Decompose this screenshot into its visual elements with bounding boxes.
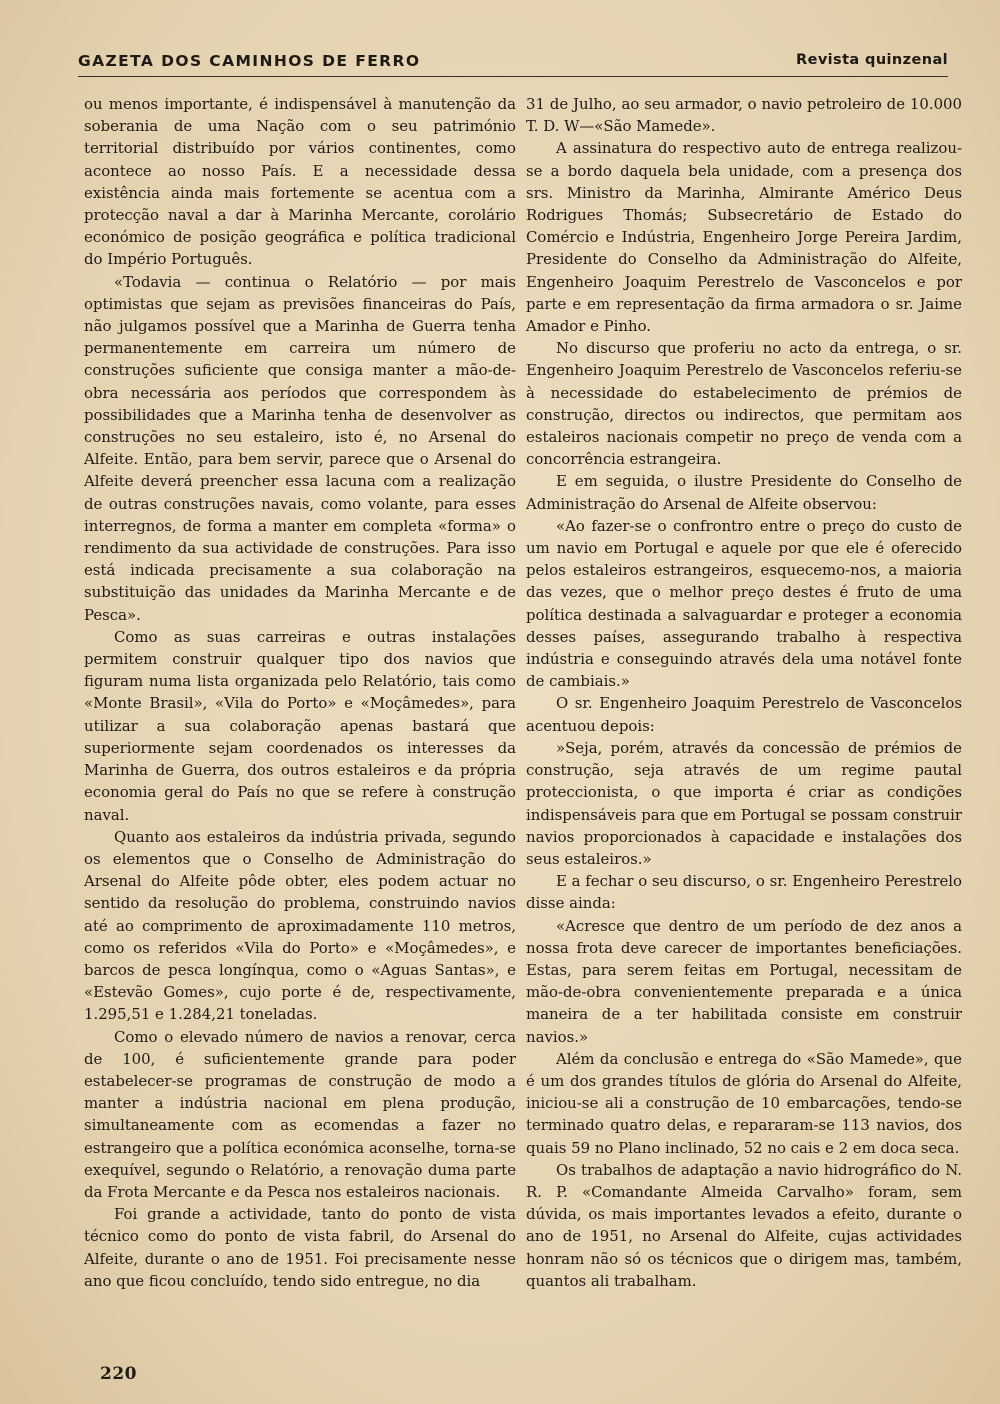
paragraph: Foi grande a actividade, tanto do ponto de vista técnico como do ponto de vista fabril, do Arsenal do Alfeite, durante o ano de 1951. Foi precisamente nesse ano que ficou concluído, tendo sido entregue, no dia: [84, 1205, 516, 1290]
page-number: 220: [100, 1364, 137, 1384]
paragraph: E a fechar o seu discurso, o sr. Engenheiro Perestrelo disse ainda:: [526, 872, 962, 913]
quotation: «Ao fazer-se o confrontro entre o preço do custo de um navio em Portugal e aquele por que ele é oferecido pelos estaleiros estrangeiros, esquecemo-nos, a maioria das vezes, que o melhor preço destes é fruto de uma política destinada a salvaguardar e proteger a economia desses países, assegurando trabalho à respectiva indústria e conseguindo através dela uma notável fonte de cambiais.»: [526, 516, 962, 691]
journal-title: GAZETA DOS CAMINHOS DE FERRO: [78, 52, 421, 70]
paragraph: Os trabalhos de adaptação a navio hidrográfico do N. R. P. «Comandante Almeida Carvalho» foram, sem dúvida, os mais importantes levados a efeito, durante o ano de 1951, no Arsenal do Alfeite, cujas actividades honram não só os técnicos que o dirigem mas, também, quantos ali trabalham.: [526, 1160, 962, 1290]
paragraph: O sr. Engenheiro Joaquim Perestrelo de Vasconcelos acentuou depois:: [526, 694, 962, 735]
quotation: »Seja, porém, através da concessão de prémios de construção, seja através de um regime pautal proteccionista, o que importa é criar as condições indispensáveis para que em Portugal se possam construir navios proporcionados à capacidade e instalações dos seus estaleiros.»: [526, 738, 962, 868]
paragraph: Além da conclusão e entrega do «São Mamede», que é um dos grandes títulos de glória do Arsenal do Alfeite, iniciou-se ali a construção de 10 embarcações, tendo-se terminado quatro delas, e repararam-se 113 navios, dos quais 59 no Plano inclinado, 52 no cais e 2 em doca seca.: [526, 1049, 962, 1157]
paragraph: Quanto aos estaleiros da indústria privada, segundo os elementos que o Conselho de Administração do Arsenal do Alfeite pôde obter, eles podem actuar no sentido da resolução do problema, construindo navios até ao comprimento de aproximadamente 110 metros, como os referidos «Vila do Porto» e «Moçâmedes», e barcos de pesca longínqua, como o «Aguas Santas», e «Estevão Gomes», cujo porte é de, respectivamente, 1.295,51 e 1.284,21 toneladas.: [84, 827, 516, 1024]
paragraph: ou menos importante, é indispensável à manutenção da soberania de uma Nação com o seu património territorial distribuído por vários continentes, como acontece ao nosso País. E a necessidade dessa existência ainda mais fortemente se acentua com a protecção naval a dar à Marinha Mercante, corolário económico de posição geográfica e política tradicional do Império Português.: [84, 95, 516, 269]
paragraph: No discurso que proferiu no acto da entrega, o sr. Engenheiro Joaquim Perestrelo de Vasconcelos referiu-se à necessidade do estabelecimento de prémios de construção, directos ou indirectos, que permitam aos estaleiros nacionais competir no preço de venda com a concorrência estrangeira.: [526, 339, 962, 469]
paragraph: 31 de Julho, ao seu armador, o navio petroleiro de 10.000 T. D. W—«São Mamede».: [526, 95, 962, 136]
quotation: «Acresce que dentro de um período de dez anos a nossa frota deve carecer de importantes beneficiações. Estas, para serem feitas em Portugal, necessitam de mão-de-obra convenientemente preparada e a única maneira de a ter habilitada consiste em construir navios.»: [526, 916, 962, 1046]
paragraph: «Todavia — continua o Relatório — por mais optimistas que sejam as previsões financeiras do País, não julgamos possível que a Marinha de Guerra tenha permanentemente em carreira um número de construções suficiente que consiga manter a mão-de-obra necessária aos períodos que correspondem às possibilidades que a Marinha tenha de desenvolver as construções no seu estaleiro, isto é, no Arsenal do Alfeite. Então, para bem servir, parece que o Arsenal do Alfeite deverá preencher essa lacuna com a realização de outras construções navais, como volante, para esses interregnos, de forma a manter em completa «forma» o rendimento da sua actividade de construções. Para isso está indicada precisamente a sua colaboração na substituição das unidades da Marinha Mercante e de Pesca».: [84, 272, 516, 624]
right-column: [526, 95, 962, 1292]
journal-subtitle: Revista quinzenal: [796, 52, 948, 68]
paragraph: A assinatura do respectivo auto de entrega realizou-se a bordo daquela bela unidade, com a presença dos srs. Ministro da Marinha, Almirante Américo Deus Rodrigues Thomás; Subsecretário de Estado do Comércio e Indústria, Engenheiro Jorge Pereira Jardim, Presidente do Conselho da Administração do Alfeite, Engenheiro Joaquim Perestrelo de Vasconcelos e por parte e em representação da firma armadora o sr. Jaime Amador e Pinho.: [526, 139, 962, 336]
running-header: [78, 52, 948, 77]
left-column: [84, 93, 516, 1292]
paragraph: Como as suas carreiras e outras instalações permitem construir qualquer tipo dos navios que figuram numa lista organizada pelo Relatório, tais como «Monte Brasil», «Vila do Porto» e «Moçâmedes», para utilizar a sua colaboração apenas bastará que superiormente sejam coordenados os interesses da Marinha de Guerra, dos outros estaleiros e da própria economia geral do País no que se refere à construção naval.: [84, 627, 516, 824]
paragraph: E em seguida, o ilustre Presidente do Conselho de Administração do Arsenal de Alfeite observou:: [526, 472, 962, 513]
paragraph: Como o elevado número de navios a renovar, cerca de 100, é suficientemente grande para poder estabelecer-se programas de construção de modo a manter a indústria nacional em plena produção, simultaneamente com as ecomendas a fazer no estrangeiro que a política económica aconselhe, torna-se exequível, segundo o Relatório, a renovação duma parte da Frota Mercante e da Pesca nos estaleiros nacionais.: [84, 1027, 516, 1201]
